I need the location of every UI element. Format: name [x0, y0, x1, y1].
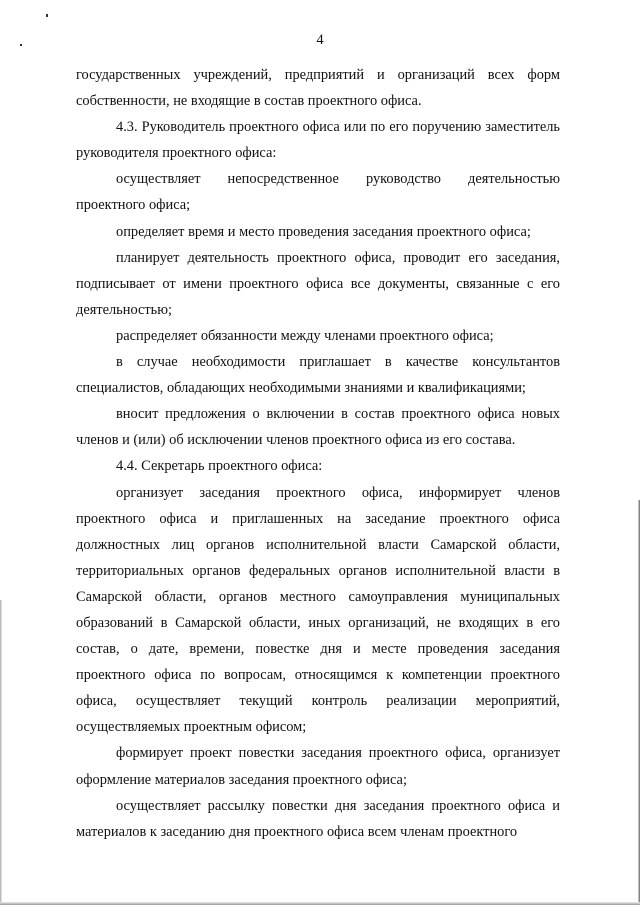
- paragraph-section-4-3: 4.3. Руководитель проектного офиса или по его поручению заместитель руководителя проектного офиса:: [76, 119, 560, 162]
- paragraph: в случае необходимости приглашает в качестве консультантов специалистов, обладающих необходимыми знаниями и квалификациями;: [76, 354, 560, 397]
- paragraph: осуществляет рассылку повестки дня заседания проектного офиса и материалов к заседанию дня проектного офиса всем членам проектного: [76, 797, 560, 840]
- paragraph: определяет время и место проведения заседания проектного офиса;: [116, 223, 531, 240]
- paragraph: вносит предложения о включении в состав проектного офиса новых членов и (или) об исключении членов проектного офиса из его состава.: [76, 406, 560, 449]
- paragraph: планирует деятельность проектного офиса, проводит его заседания, подписывает от имени проектного офиса все документы, связанные с его деятельностью;: [76, 249, 560, 318]
- paragraph: организует заседания проектного офиса, информирует членов проектного офиса и приглашенных на заседание проектного офиса должностных лиц органов исполнительной власти Самарской области, территориальных органов федеральных органов исполнительной власти в Самарской области, органов местного самоуправления муниципальных образований в Самарской области, иных организаций, не входящих в его состав, о дате, времени, повестке дня и месте проведения заседания проектного офиса по вопросам, относящимся к компетенции проектного офиса, осуществляет текущий контроль реализации мероприятий, осуществляемых проектным офисом;: [76, 484, 560, 736]
- document-body: [76, 62, 560, 845]
- paragraph: государственных учреждений, предприятий и организаций всех форм собственности, не входящие в состав проектного офиса.: [76, 67, 560, 110]
- page-number: 4: [316, 32, 324, 48]
- paragraph-section-4-4: 4.4. Секретарь проектного офиса:: [116, 458, 323, 475]
- paragraph: осуществляет непосредственное руководство деятельностью проектного офиса;: [76, 171, 560, 214]
- paragraph: распределяет обязанности между членами проектного офиса;: [116, 327, 494, 344]
- scan-edge-shadow: [0, 600, 2, 905]
- paragraph: формирует проект повестки заседания проектного офиса, организует оформление материалов заседания проектного офиса;: [76, 745, 560, 788]
- scan-speck: [46, 14, 48, 17]
